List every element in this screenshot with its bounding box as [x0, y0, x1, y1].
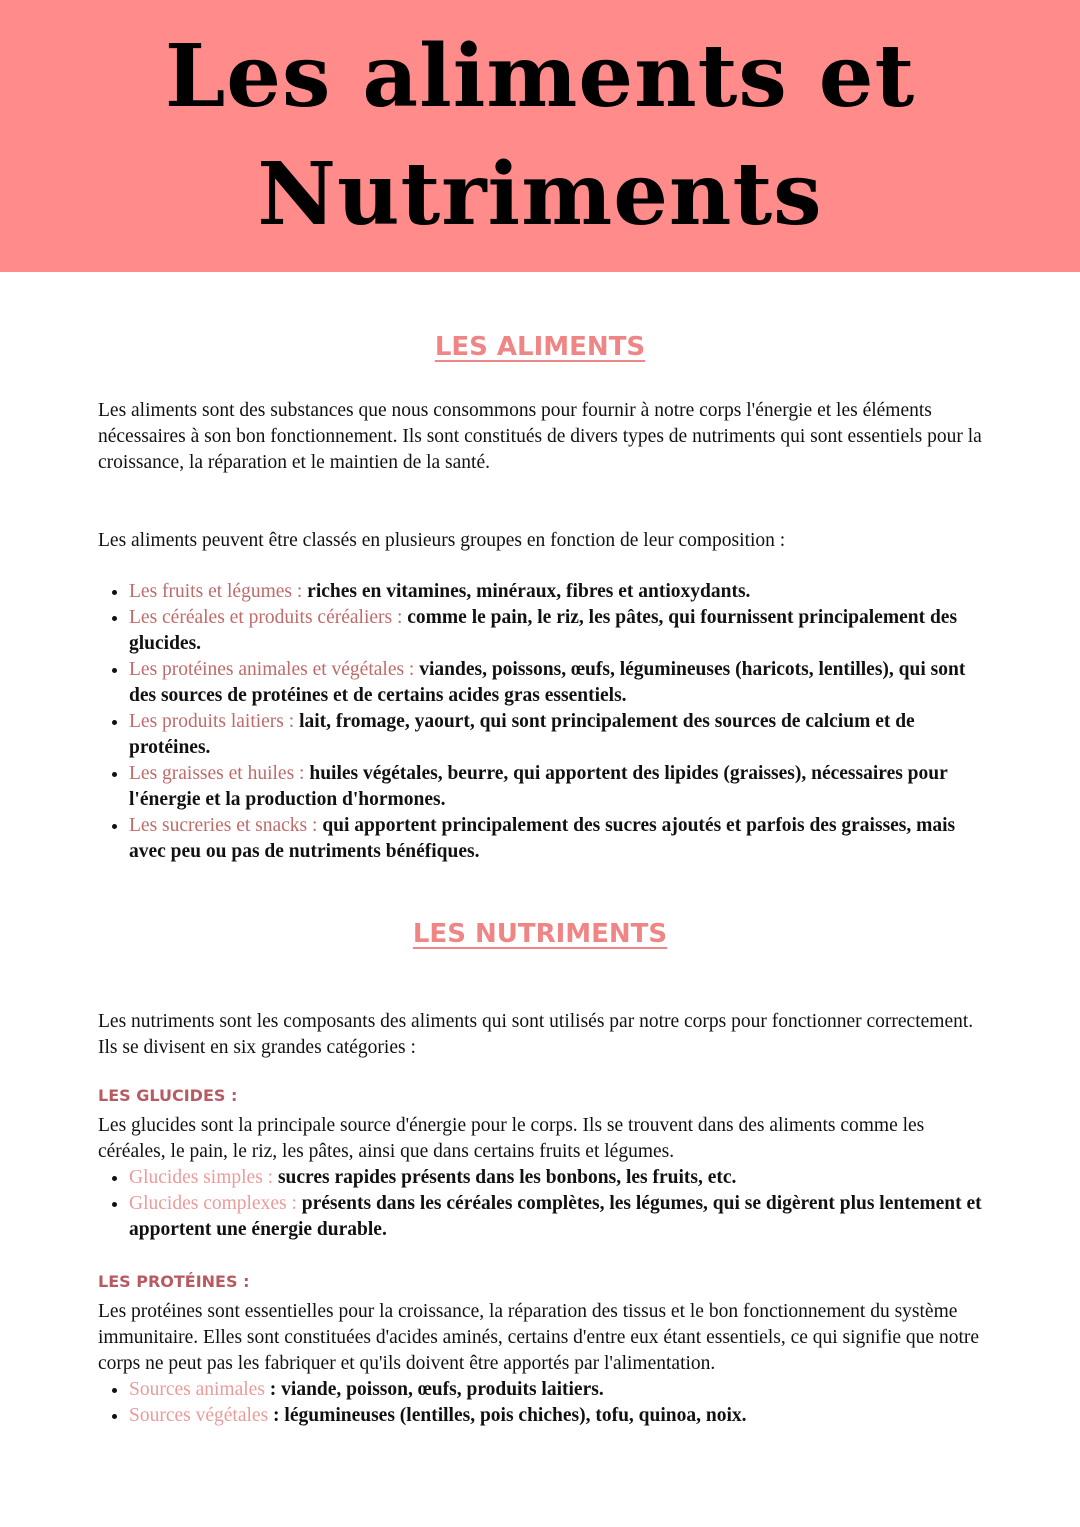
- section-heading-aliments: LES ALIMENTS: [434, 332, 646, 362]
- list-item: [129, 761, 982, 813]
- section-heading-nutriments: LES NUTRIMENTS: [412, 919, 668, 949]
- glucides-list: [98, 1165, 982, 1243]
- item-text: : légumineuses (lentilles, pois chiches), tofu, quinoa, noix.: [268, 1405, 747, 1426]
- item-label: Glucides simples :: [129, 1167, 274, 1188]
- item-text: présents dans les céréales complètes, les légumes, qui se digèrent plus lentement et apportent une énergie durable.: [129, 1193, 982, 1240]
- item-label: Sources animales: [129, 1379, 265, 1400]
- list-item: [129, 657, 982, 709]
- list-item: [129, 1377, 982, 1403]
- proteines-text: Les protéines sont essentielles pour la croissance, la réparation des tissus et le bon fonctionnement du système immunitaire. Elles sont constituées d'acides aminés, certains d'entre eux étant essentiels, ce qui signifie que notre corps ne peut pas les fabriquer et qu'ils doivent être apportés par l'alimentation.: [98, 1301, 980, 1374]
- item-text: comme le pain, le riz, les pâtes, qui fournissent principalement des glucides.: [129, 607, 958, 654]
- item-text: qui apportent principalement des sucres ajoutés et parfois des graisses, mais avec peu ou pas de nutriments bénéfiques.: [129, 815, 956, 862]
- list-item: [129, 1165, 982, 1191]
- food-groups-list: [98, 579, 982, 865]
- proteines-list: [98, 1377, 982, 1429]
- item-text: lait, fromage, yaourt, qui sont principalement des sources de calcium et de protéines.: [129, 711, 915, 758]
- list-item: [129, 1191, 982, 1243]
- item-label: Les sucreries et snacks :: [129, 815, 318, 836]
- item-text: sucres rapides présents dans les bonbons, les fruits, etc.: [273, 1167, 737, 1188]
- list-item: [129, 813, 982, 865]
- list-item: [129, 709, 982, 761]
- nutriments-intro: Les nutriments sont les composants des aliments qui sont utilisés par notre corps pour fonctionner correctement. Ils se divisent en six grandes catégories :: [98, 1011, 974, 1058]
- item-text: viandes, poissons, œufs, légumineuses (haricots, lentilles), qui sont des sources de protéines et de certains acides gras essentiels.: [129, 659, 966, 706]
- list-item: [129, 1403, 982, 1429]
- item-label: Sources végétales: [129, 1405, 269, 1426]
- proteines-heading: LES PROTÉINES :: [98, 1272, 250, 1291]
- item-label: Les produits laitiers :: [129, 711, 295, 732]
- glucides-text: Les glucides sont la principale source d'énergie pour le corps. Ils se trouvent dans des aliments comme les céréales, le pain, le riz, les pâtes, ainsi que dans certains fruits et légumes.: [98, 1115, 925, 1162]
- page-title: [165, 18, 915, 254]
- aliments-intro: Les aliments sont des substances que nous consommons pour fournir à notre corps l'énergie et les éléments nécessaires à son bon fonctionnement. Ils sont constitués de divers types de nutriments qui sont essentiels pour la croissance, la réparation et le maintien de la santé.: [98, 400, 982, 473]
- groups-intro: Les aliments peuvent être classés en plusieurs groupes en fonction de leur composition :: [98, 530, 786, 551]
- glucides-heading: LES GLUCIDES :: [98, 1086, 238, 1105]
- list-item: [129, 605, 982, 657]
- item-label: Les céréales et produits céréaliers :: [129, 607, 403, 628]
- item-text: riches en vitamines, minéraux, fibres et antioxydants.: [302, 581, 751, 602]
- list-item: [129, 579, 982, 605]
- item-text: : viande, poisson, œufs, produits laitiers.: [264, 1379, 604, 1400]
- item-label: Les protéines animales et végétales :: [129, 659, 415, 680]
- item-text: huiles végétales, beurre, qui apportent des lipides (graisses), nécessaires pour l'énergie et la production d'hormones.: [129, 763, 948, 810]
- title-banner: [0, 0, 1080, 272]
- item-label: Les graisses et huiles :: [129, 763, 305, 784]
- item-label: Glucides complexes :: [129, 1193, 297, 1214]
- title-line-1: Les aliments et: [164, 26, 916, 127]
- item-label: Les fruits et légumes :: [129, 581, 303, 602]
- title-line-2: Nutriments: [257, 144, 823, 245]
